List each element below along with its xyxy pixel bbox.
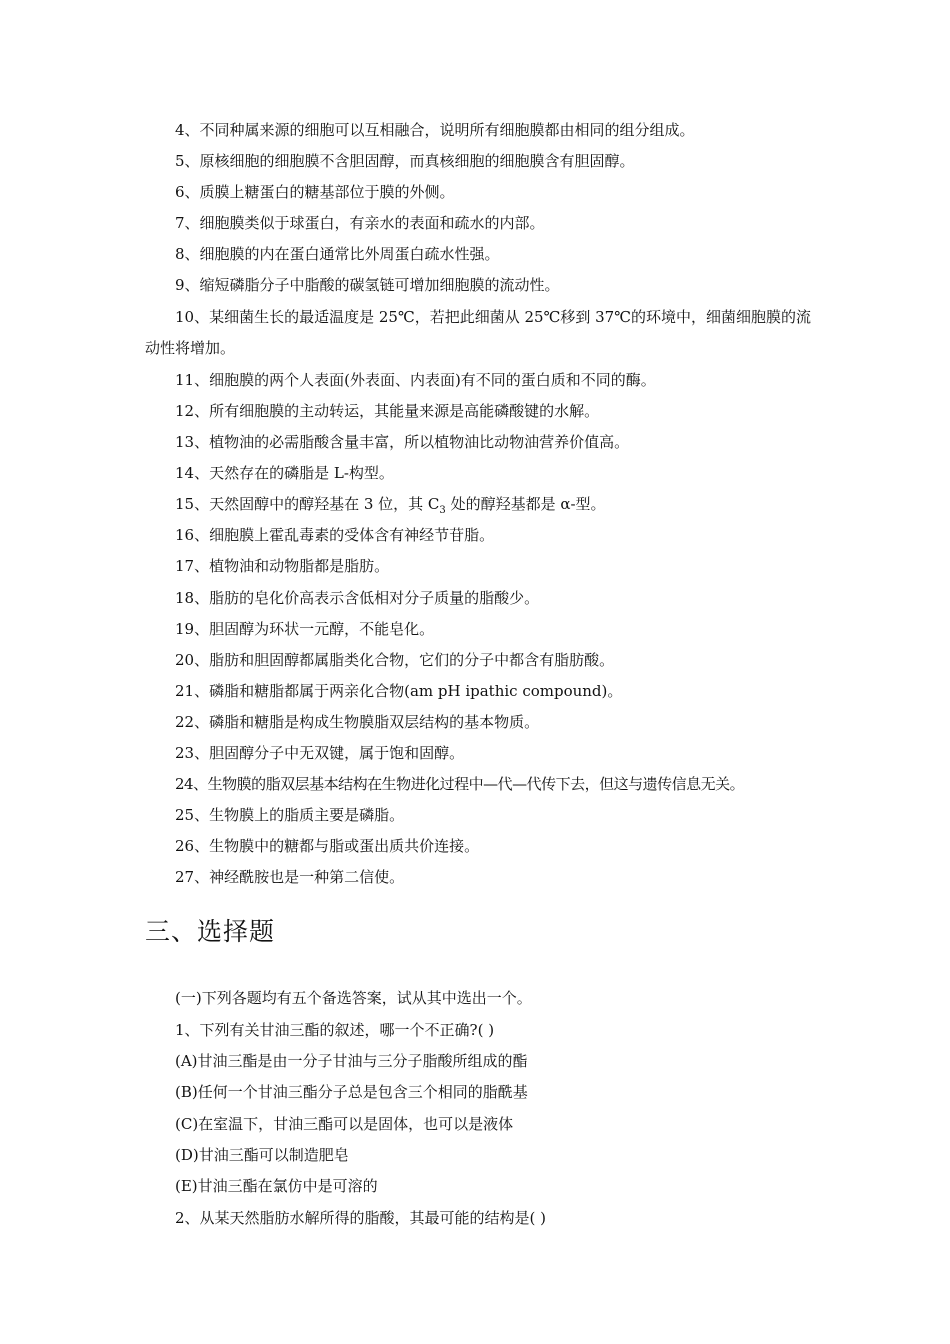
statement-14: 14、天然存在的磷脂是 L-构型。 — [175, 464, 394, 482]
statement-10: 10、某细菌生长的最适温度是 25℃，若把此细菌从 25℃移到 37℃的环境中，细菌细胞膜的流动性将增加。 — [145, 308, 811, 357]
question-1-option-e: (E)甘油三酯在氯仿中是可溶的 — [175, 1177, 378, 1195]
statement-8: 8、细胞膜的内在蛋白通常比外周蛋白疏水性强。 — [175, 245, 500, 263]
choice-intro: (一)下列各题均有五个备选答案，试从其中选出一个。 — [175, 989, 532, 1007]
statement-9: 9、缩短磷脂分子中脂酸的碳氢链可增加细胞膜的流动性。 — [175, 276, 560, 294]
statement-6: 6、质膜上糖蛋白的糖基部位于膜的外侧。 — [175, 183, 455, 201]
statement-5: 5、原核细胞的细胞膜不含胆固醇，而真核细胞的细胞膜含有胆固醇。 — [175, 152, 635, 170]
statement-21: 21、磷脂和糖脂都属于两亲化合物(am pH ipathic compound)。 — [175, 682, 623, 700]
question-1-option-c: (C)在室温下，甘油三酯可以是固体，也可以是液体 — [175, 1115, 514, 1133]
statement-11: 11、细胞膜的两个人表面(外表面、内表面)有不同的蛋白质和不同的酶。 — [175, 371, 656, 389]
question-1-option-a: (A)甘油三酯是由一分子甘油与三分子脂酸所组成的酯 — [175, 1052, 528, 1070]
statement-16: 16、细胞膜上霍乱毒素的受体含有神经节苷脂。 — [175, 526, 495, 544]
statement-12: 12、所有细胞膜的主动转运，其能量来源是高能磷酸键的水解。 — [175, 402, 600, 420]
section-title: 三、选择题 — [145, 917, 276, 946]
statement-17: 17、植物油和动物脂都是脂肪。 — [175, 557, 390, 575]
statement-25: 25、生物膜上的脂质主要是磷脂。 — [175, 806, 405, 824]
statement-19: 19、胆固醇为环状一元醇，不能皂化。 — [175, 620, 435, 638]
statement-22: 22、磷脂和糖脂是构成生物膜脂双层结构的基本物质。 — [175, 713, 540, 731]
question-1-stem: 1、下列有关甘油三酯的叙述，哪一个不正确?( ) — [175, 1021, 495, 1039]
statement-15: 15、天然固醇中的醇羟基在 3 位，其 $C_3$ 处的醇羟基都是 α-型。 — [175, 495, 606, 516]
statement-18: 18、脂肪的皂化价高表示含低相对分子质量的脂酸少。 — [175, 589, 540, 607]
statement-24: 24、生物膜的脂双层基本结构在生物进化过程中—代—代传下去，但这与遗传信息无关。 — [175, 775, 745, 793]
statement-23: 23、胆固醇分子中无双键，属于饱和固醇。 — [175, 744, 465, 762]
statement-20: 20、脂肪和胆固醇都属脂类化合物，它们的分子中都含有脂肪酸。 — [175, 651, 615, 669]
question-1-option-b: (B)任何一个甘油三酯分子总是包含三个相同的脂酰基 — [175, 1083, 528, 1101]
statement-27: 27、神经酰胺也是一种第二信使。 — [175, 868, 405, 886]
statement-4: 4、不同种属来源的细胞可以互相融合，说明所有细胞膜都由相同的组分组成。 — [175, 121, 695, 139]
statement-26: 26、生物膜中的糖都与脂或蛋出质共价连接。 — [175, 837, 480, 855]
statement-7: 7、细胞膜类似于球蛋白，有亲水的表面和疏水的内部。 — [175, 214, 545, 232]
statement-13: 13、植物油的必需脂酸含量丰富，所以植物油比动物油营养价值高。 — [175, 433, 630, 451]
question-1-option-d: (D)甘油三酯可以制造肥皂 — [175, 1146, 349, 1164]
question-2-stem: 2、从某天然脂肪水解所得的脂酸，其最可能的结构是( ) — [175, 1209, 547, 1227]
